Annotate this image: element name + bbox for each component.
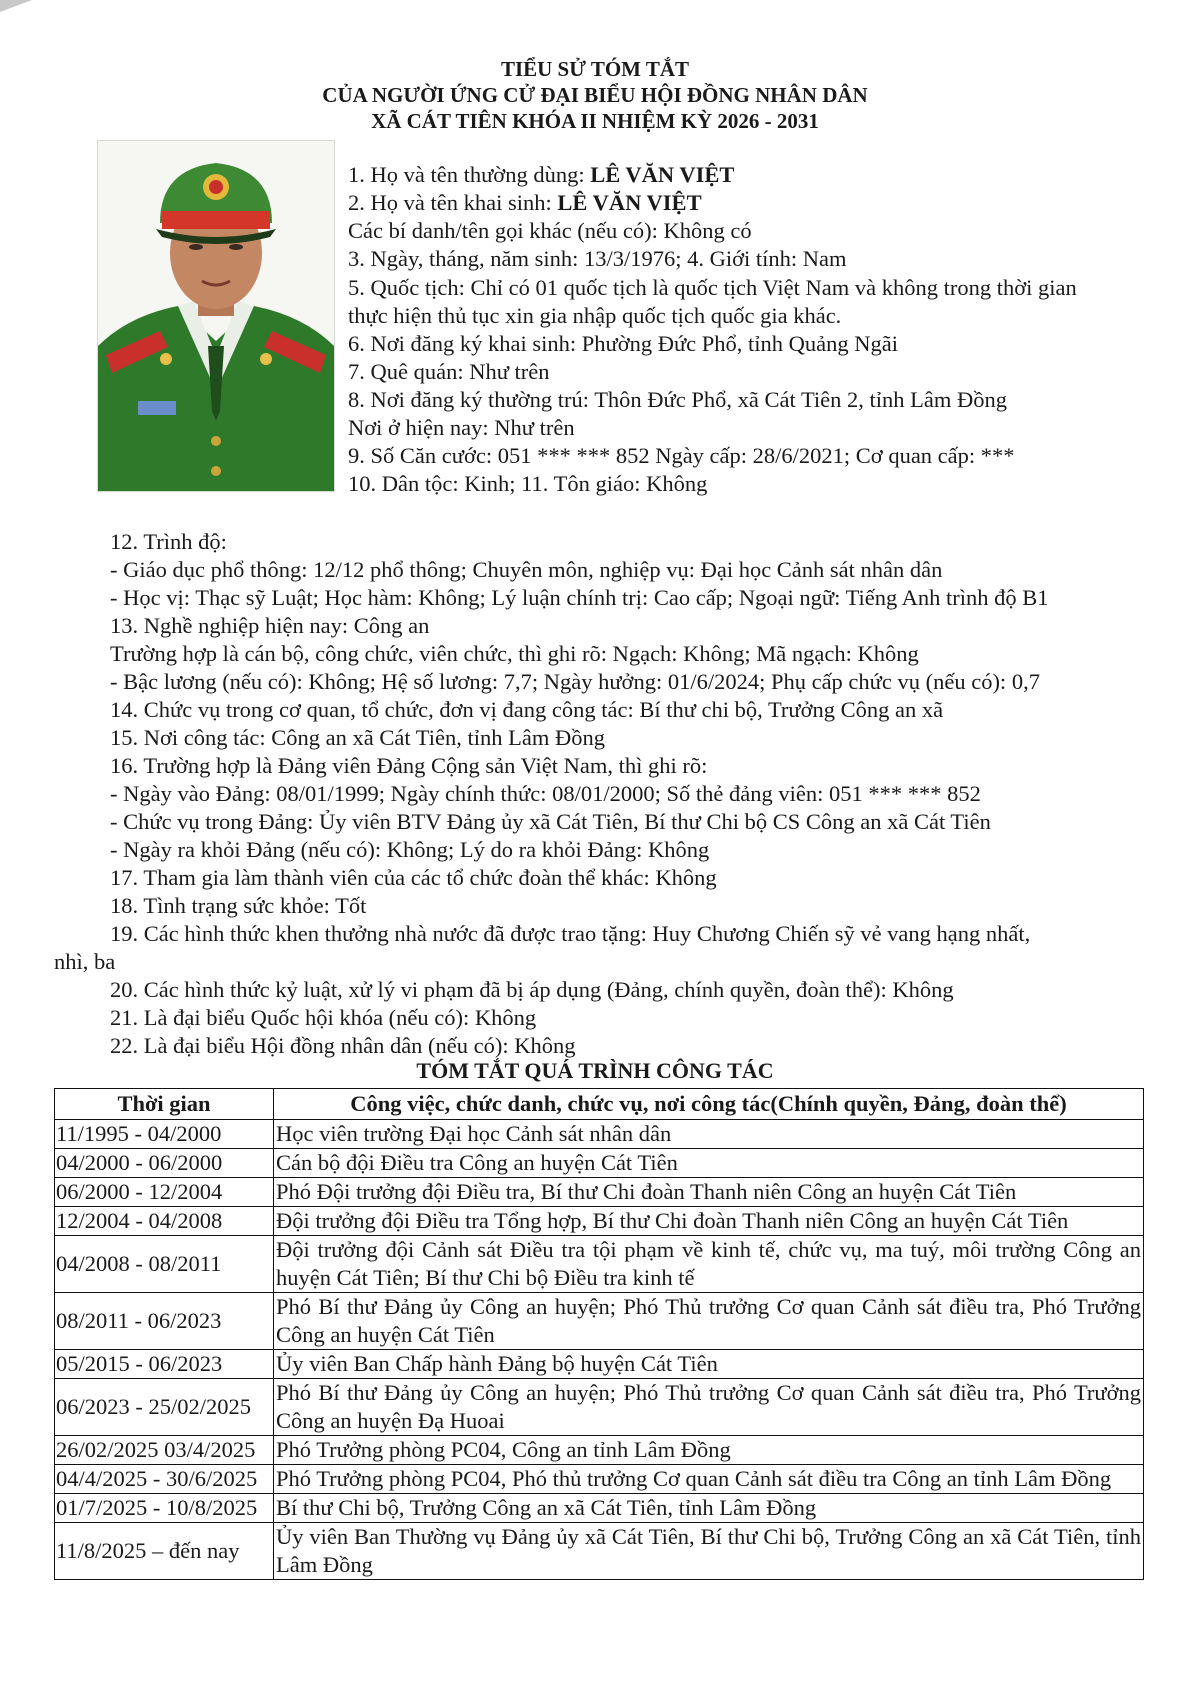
detail-education-heading: 12. Trình độ: bbox=[110, 529, 227, 554]
row-time: 04/4/2025 - 30/6/2025 bbox=[55, 1465, 274, 1494]
col-time-header: Thời gian bbox=[55, 1089, 274, 1120]
work-history-table bbox=[54, 1088, 1144, 1580]
table-row bbox=[55, 1350, 1144, 1379]
info-birth-name: 2. Họ và tên khai sinh: LÊ VĂN VIỆT bbox=[348, 190, 702, 215]
row-desc: Ủy viên Ban Thường vụ Đảng ủy xã Cát Tiên, Bí thư Chi bộ, Trưởng Công an xã Cát Tiên, tỉnh Lâm Đồng bbox=[274, 1523, 1144, 1580]
table-row bbox=[55, 1207, 1144, 1236]
table-header-row bbox=[55, 1089, 1144, 1120]
info-residence: 8. Nơi đăng ký thường trú: Thôn Đức Phổ, xã Cát Tiên 2, tỉnh Lâm Đồng bbox=[348, 387, 1008, 412]
row-desc: Bí thư Chi bộ, Trưởng Công an xã Cát Tiên, tỉnh Lâm Đồng bbox=[274, 1494, 1144, 1523]
row-desc: Đội trưởng đội Điều tra Tổng hợp, Bí thư Chi đoàn Thanh niên Công an huyện Cát Tiên bbox=[274, 1207, 1144, 1236]
info-nationality: 5. Quốc tịch: Chỉ có 01 quốc tịch là quốc tịch Việt Nam và không trong thời gian bbox=[348, 275, 1077, 300]
table-row bbox=[55, 1379, 1144, 1436]
row-desc: Phó Trưởng phòng PC04, Phó thủ trưởng Cơ quan Cảnh sát điều tra Công an tỉnh Lâm Đồng bbox=[274, 1465, 1144, 1494]
info-ethnicity-religion: 10. Dân tộc: Kinh; 11. Tôn giáo: Không bbox=[348, 471, 708, 496]
table-row bbox=[55, 1293, 1144, 1350]
scan-corner-mark bbox=[0, 0, 40, 14]
row-time: 04/2008 - 08/2011 bbox=[55, 1236, 274, 1293]
detail-health: 18. Tình trạng sức khỏe: Tốt bbox=[110, 893, 367, 918]
row-desc: Phó Đội trưởng đội Điều tra, Bí thư Chi đoàn Thanh niên Công an huyện Cát Tiên bbox=[274, 1178, 1144, 1207]
table-row bbox=[55, 1523, 1144, 1580]
table-row bbox=[55, 1120, 1144, 1149]
row-time: 05/2015 - 06/2023 bbox=[55, 1350, 274, 1379]
detail-party-heading: 16. Trường hợp là Đảng viên Đảng Cộng sản Việt Nam, thì ghi rõ: bbox=[110, 753, 708, 778]
doc-title: TIỂU SỬ TÓM TẮT bbox=[500, 57, 690, 81]
detail-civil-servant: Trường hợp là cán bộ, công chức, viên chức, thì ghi rõ: Ngạch: Không; Mã ngạch: Không bbox=[110, 641, 919, 666]
detail-awards-cont: nhì, ba bbox=[54, 949, 116, 974]
info-common-name: 1. Họ và tên thường dùng: LÊ VĂN VIỆT bbox=[348, 162, 735, 187]
row-time: 11/8/2025 – đến nay bbox=[55, 1523, 274, 1580]
row-desc: Đội trưởng đội Cảnh sát Điều tra tội phạm về kinh tế, chức vụ, ma tuý, môi trường Công an huyện Cát Tiên; Bí thư Chi bộ Điều tra kinh tế bbox=[274, 1236, 1144, 1293]
detail-position: 14. Chức vụ trong cơ quan, tổ chức, đơn vị đang công tác: Bí thư chi bộ, Trưởng Công an xã bbox=[110, 697, 944, 722]
row-desc: Phó Trưởng phòng PC04, Công an tỉnh Lâm Đồng bbox=[274, 1436, 1144, 1465]
detail-degree: - Học vị: Thạc sỹ Luật; Học hàm: Không; Lý luận chính trị: Cao cấp; Ngoại ngữ: Tiếng Anh trình độ B1 bbox=[110, 585, 1049, 610]
row-time: 06/2023 - 25/02/2025 bbox=[55, 1379, 274, 1436]
work-history-title: TÓM TẮT QUÁ TRÌNH CÔNG TÁC bbox=[416, 1058, 774, 1083]
doc-subtitle-term: XÃ CÁT TIÊN KHÓA II NHIỆM KỲ 2026 - 2031 bbox=[371, 109, 819, 133]
row-desc: Cán bộ đội Điều tra Công an huyện Cát Tiên bbox=[274, 1149, 1144, 1178]
detail-national-assembly: 21. Là đại biểu Quốc hội khóa (nếu có): Không bbox=[110, 1005, 537, 1030]
row-time: 01/7/2025 - 10/8/2025 bbox=[55, 1494, 274, 1523]
table-row bbox=[55, 1494, 1144, 1523]
detail-awards: 19. Các hình thức khen thưởng nhà nước đã được trao tặng: Huy Chương Chiến sỹ vẻ vang hạng nhất, bbox=[110, 921, 1031, 946]
info-aliases: Các bí danh/tên gọi khác (nếu có): Không có bbox=[348, 218, 752, 243]
row-time: 26/02/2025 03/4/2025 bbox=[55, 1436, 274, 1465]
row-time: 06/2000 - 12/2004 bbox=[55, 1178, 274, 1207]
info-id-card: 9. Số Căn cước: 051 *** *** 852 Ngày cấp: 28/6/2021; Cơ quan cấp: *** bbox=[348, 443, 1015, 468]
table-row bbox=[55, 1465, 1144, 1494]
row-desc: Phó Bí thư Đảng ủy Công an huyện; Phó Thủ trưởng Cơ quan Cảnh sát điều tra, Phó Trưởng Công an huyện Đạ Huoai bbox=[274, 1379, 1144, 1436]
row-time: 11/1995 - 04/2000 bbox=[55, 1120, 274, 1149]
row-desc: Ủy viên Ban Chấp hành Đảng bộ huyện Cát Tiên bbox=[274, 1350, 1144, 1379]
row-desc: Học viên trường Đại học Cảnh sát nhân dân bbox=[274, 1120, 1144, 1149]
row-time: 08/2011 - 06/2023 bbox=[55, 1293, 274, 1350]
row-time: 12/2004 - 04/2008 bbox=[55, 1207, 274, 1236]
detail-occupation: 13. Nghề nghiệp hiện nay: Công an bbox=[110, 613, 430, 638]
detail-party-position: - Chức vụ trong Đảng: Ủy viên BTV Đảng ủy xã Cát Tiên, Bí thư Chi bộ CS Công an xã Cát Tiên bbox=[110, 809, 991, 834]
detail-peoples-council: 22. Là đại biểu Hội đồng nhân dân (nếu có): Không bbox=[110, 1033, 576, 1058]
col-desc-header: Công việc, chức danh, chức vụ, nơi công tác(Chính quyền, Đảng, đoàn thể) bbox=[274, 1089, 1144, 1120]
detail-salary: - Bậc lương (nếu có): Không; Hệ số lương: 7,7; Ngày hưởng: 01/6/2024; Phụ cấp chức vụ (nếu có): 0,7 bbox=[110, 669, 1040, 694]
table-row bbox=[55, 1236, 1144, 1293]
detail-party-exit: - Ngày ra khỏi Đảng (nếu có): Không; Lý do ra khỏi Đảng: Không bbox=[110, 837, 710, 862]
detail-party-dates: - Ngày vào Đảng: 08/01/1999; Ngày chính thức: 08/01/2000; Số thẻ đảng viên: 051 *** *** 852 bbox=[110, 781, 981, 806]
info-current-address: Nơi ở hiện nay: Như trên bbox=[348, 415, 575, 440]
table-row bbox=[55, 1178, 1144, 1207]
doc-subtitle: CỦA NGƯỜI ỨNG CỬ ĐẠI BIỂU HỘI ĐỒNG NHÂN DÂN bbox=[322, 83, 868, 107]
detail-organizations: 17. Tham gia làm thành viên của các tổ chức đoàn thể khác: Không bbox=[110, 865, 717, 890]
info-birth-registration: 6. Nơi đăng ký khai sinh: Phường Đức Phổ, tỉnh Quảng Ngãi bbox=[348, 331, 899, 356]
info-nationality-cont: thực hiện thủ tục xin gia nhập quốc tịch quốc gia khác. bbox=[348, 303, 842, 328]
info-dob-gender: 3. Ngày, tháng, năm sinh: 13/3/1976; 4. Giới tính: Nam bbox=[348, 246, 847, 271]
detail-workplace: 15. Nơi công tác: Công an xã Cát Tiên, tỉnh Lâm Đồng bbox=[110, 725, 605, 750]
table-row bbox=[55, 1436, 1144, 1465]
info-hometown: 7. Quê quán: Như trên bbox=[348, 359, 550, 384]
row-desc: Phó Bí thư Đảng ủy Công an huyện; Phó Thủ trưởng Cơ quan Cảnh sát điều tra, Phó Trưởng Công an huyện Cát Tiên bbox=[274, 1293, 1144, 1350]
detail-discipline: 20. Các hình thức kỷ luật, xử lý vi phạm đã bị áp dụng (Đảng, chính quyền, đoàn thể): Không bbox=[110, 977, 954, 1002]
candidate-photo bbox=[97, 140, 335, 492]
portrait-illustration bbox=[98, 141, 334, 491]
detail-general-education: - Giáo dục phổ thông: 12/12 phổ thông; Chuyên môn, nghiệp vụ: Đại học Cảnh sát nhân dân bbox=[110, 557, 943, 582]
row-time: 04/2000 - 06/2000 bbox=[55, 1149, 274, 1178]
table-row bbox=[55, 1149, 1144, 1178]
